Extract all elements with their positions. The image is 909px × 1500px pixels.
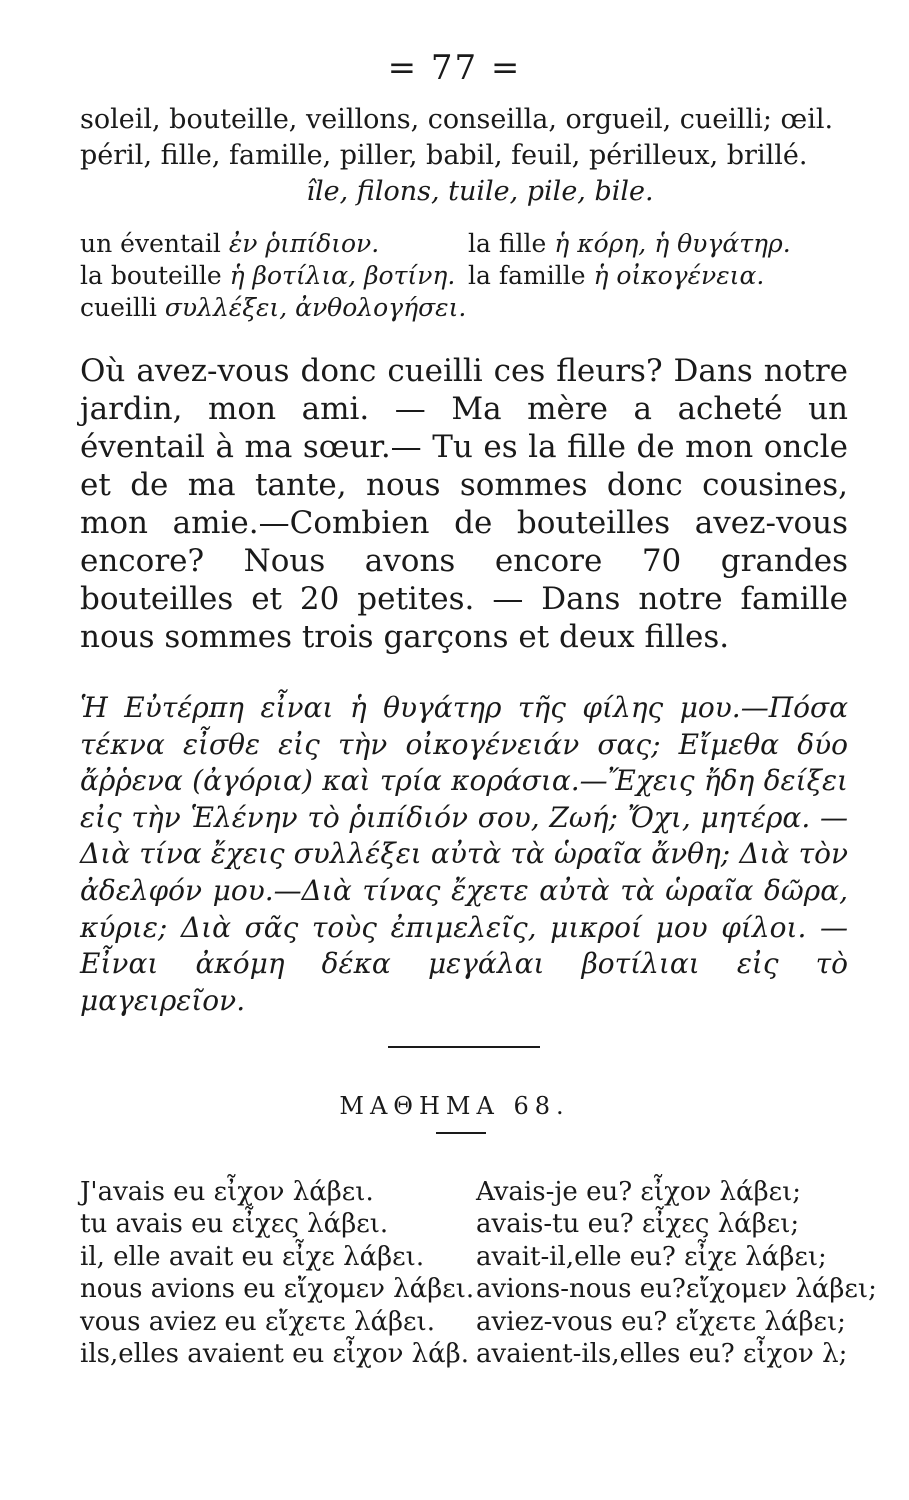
conj-greek: εἶχε λάβει; [684, 1241, 827, 1272]
conjugation-row [80, 1208, 880, 1240]
greek-exercise-paragraph: Ἡ Εὐτέρπη εἶναι ἡ θυγάτηρ τῆς φίλης μου.—Πόσα τέκνα εἶσθε εἰς τὴν οἰκογένειάν σας; Εἴμεθα δύο ἄῤῥενα (ἀγόρια) καὶ τρία κοράσια.—Ἔχεις ἤδη δείξει εἰς τὴν Ἑλένην τὸ ῥιπίδιόν σου, Ζωή; Ὄχι, μητέρα. — Διὰ τίνα ἔχεις συλλέξει αὐτὰ τὰ ὡραῖα ἄνθη; Διὰ τὸν ἀδελφόν μου.—Διὰ τίνας ἔχετε αὐτὰ τὰ ὡραῖα δῶρα, κύριε; Διὰ σᾶς τοὺς ἐπιμελεῖς, μικροί μου φίλοι. — Εἶναι ἀκόμη δέκα μεγάλαι βοτίλιαι εἰς τὸ μαγειρεῖον. [80, 691, 848, 1017]
conj-french: J'avais eu [80, 1177, 206, 1207]
conj-greek: εἴχετε λάβει; [675, 1306, 846, 1337]
glossary-french-term: la bouteille [80, 261, 222, 290]
glossary-french-term: un éventail [80, 229, 221, 258]
glossary-greek-term: συλλέξει, ἀνθολογήσει. [164, 293, 467, 322]
page-number: = 77 = [387, 48, 522, 88]
conj-greek: εἶχον λάβει; [640, 1177, 802, 1207]
conj-french: avions-nous eu? [476, 1274, 686, 1305]
conj-greek: εἶχες λάβει; [641, 1209, 800, 1240]
glossary-greek-term: ἡ βοτίλια, βοτίνη. [229, 261, 456, 290]
conj-greek: εἶχε λάβει. [281, 1241, 425, 1272]
conj-greek: εἶχον λάβ. [332, 1339, 469, 1370]
conjugation-table [80, 1176, 880, 1370]
conj-french: aviez-vous eu? [476, 1306, 668, 1337]
french-exercise-paragraph: Où avez-vous donc cueilli ces fleurs? Dans notre jardin, mon ami. — Ma mère a acheté un éventail à ma sœur.— Tu es la fille de mon oncle et de ma tante, nous sommes donc cousines, mon amie.—Combien de bouteilles avez-vous encore? Nous avons encore 70 grandes bouteilles et 20 petites. — Dans notre famille nous sommes trois garçons et deux filles. [80, 353, 848, 655]
glossary-french-term: la fille [468, 229, 547, 258]
vocab-line: soleil, bouteille, veillons, conseilla, orgueil, cueilli; œil. [80, 104, 834, 135]
conj-french: avais-tu eu? [476, 1209, 634, 1240]
glossary-greek-term: ἡ οἰκογένεια. [593, 261, 765, 290]
conj-french: vous aviez eu [80, 1306, 257, 1337]
glossary-french-term: la famille [468, 261, 586, 290]
conj-french: avait-il,elle eu? [476, 1241, 676, 1272]
title-underline [436, 1132, 486, 1134]
glossary-greek-term: ἐν ῥιπίδιον. [228, 229, 380, 258]
conj-french: tu avais eu [80, 1209, 224, 1240]
conjugation-row [80, 1176, 880, 1208]
conjugation-row [80, 1273, 880, 1305]
section-divider [388, 1046, 540, 1048]
conj-greek: εἴχομεν λάβει. [283, 1274, 475, 1305]
glossary-greek-term: ἡ κόρη, ἡ θυγάτηρ. [554, 229, 791, 258]
glossary [80, 228, 880, 324]
glossary-row [80, 260, 880, 292]
vocab-line: péril, fille, famille, piller, babil, feuil, périlleux, brillé. [80, 140, 808, 171]
conjugation-row [80, 1338, 880, 1370]
conj-french: Avais-je eu? [476, 1177, 633, 1207]
conj-greek: εἴχετε λάβει. [264, 1306, 435, 1337]
vocabulary-lines [80, 102, 860, 210]
lesson-title: ΜΑΘΗΜΑ 68. [339, 1092, 570, 1120]
conjugation-row [80, 1241, 880, 1273]
glossary-french-term: cueilli [80, 293, 157, 322]
conjugation-row [80, 1306, 880, 1338]
conj-greek: εἶχον λάβει. [213, 1177, 374, 1207]
glossary-row [80, 228, 880, 260]
conj-greek: εἶχον λ; [742, 1339, 848, 1370]
conj-french: avaient-ils,elles eu? [476, 1339, 735, 1370]
conj-greek: εἶχες λάβει. [231, 1209, 389, 1240]
vocab-line: île, filons, tuile, pile, bile. [306, 176, 654, 207]
conj-greek: εἴχομεν λάβει; [685, 1274, 877, 1305]
conj-french: il, elle avait eu [80, 1241, 274, 1272]
glossary-row [80, 292, 880, 324]
conj-french: ils,elles avaient eu [80, 1339, 325, 1370]
conj-french: nous avions eu [80, 1274, 276, 1305]
